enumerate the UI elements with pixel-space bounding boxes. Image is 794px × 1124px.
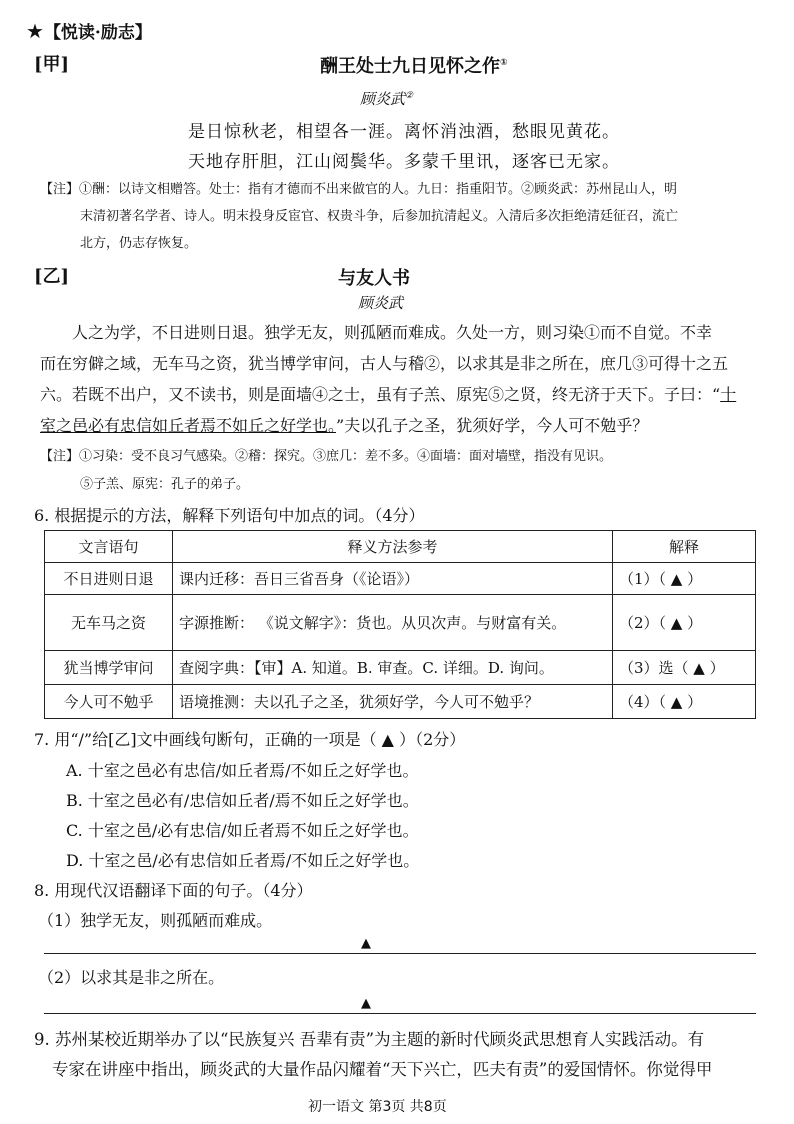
method-cell: 查阅字典：【审】A. 知道。B. 审查。C. 详细。D. 询问。 <box>173 651 613 685</box>
q8-stem: 8. 用现代汉语翻译下面的句子。（4分） <box>34 881 313 900</box>
letter-underline-start: 十 <box>720 385 737 404</box>
answer-marker-icon: ▲ <box>361 996 371 1011</box>
q7-option-a[interactable]: A. 十室之邑必有忠信/如丘者焉/不如丘之好学也。 <box>66 761 419 780</box>
letter-line-4-rest: ”夫以孔子之圣，犹须好学，今人可不勉乎？ <box>336 416 649 435</box>
answer-line-1[interactable] <box>44 953 756 954</box>
poem-author-note: ② <box>405 91 414 101</box>
table-row <box>45 563 756 595</box>
answer-cell[interactable]: （1）（ ▲ ） <box>613 563 756 595</box>
letter-underlined-sentence: 室之邑必有忠信如丘者焉不如丘之好学也。 <box>40 416 337 435</box>
poem-note-1: 【注】①酬：以诗文相赠答。处士：指有才德而不出来做官的人。九日：指重阳节。②顾炎武：苏州昆山人，明 <box>40 182 678 197</box>
letter-author: 顾炎武 <box>358 294 404 312</box>
method-cell: 字源推断： 《说文解字》：货也。从贝次声。与财富有关。 <box>173 595 613 651</box>
q9-line-2: 专家在讲座中指出，顾炎武的大量作品闪耀着“天下兴亡，匹夫有责”的爱国情怀。你觉得甲 <box>52 1060 713 1079</box>
poem-tag: [甲] <box>34 54 70 75</box>
q6-table <box>44 530 756 719</box>
letter-title: 与友人书 <box>338 268 410 289</box>
sentence-cell: 不日进则日退 <box>45 563 173 595</box>
poem-line-1: 是日惊秋老，相望各一涯。离怀消浊酒，愁眼见黄花。 <box>188 122 620 142</box>
answer-marker-icon: ▲ <box>361 936 371 951</box>
letter-tag: [乙] <box>34 266 70 287</box>
q7-option-b[interactable]: B. 十室之邑必有/忠信如丘者/焉不如丘之好学也。 <box>66 791 419 810</box>
letter-line-1: 人之为学，不日进则日退。独学无友，则孤陋而难成。久处一方，则习染①而不自觉。不幸 <box>72 323 713 342</box>
method-cell: 课内迁移：吾日三省吾身（《论语》） <box>173 563 613 595</box>
q7-option-d[interactable]: D. 十室之邑/必有忠信如丘者焉/不如丘之好学也。 <box>66 851 420 870</box>
letter-note-1: 【注】①习染：受不良习气感染。②稽：探究。③庶几：差不多。④面墙：面对墙壁，指没有见识。 <box>40 449 613 464</box>
table-row <box>45 685 756 719</box>
letter-line-3 <box>40 380 736 410</box>
letter-line-4 <box>40 411 648 441</box>
sentence-cell: 犹当博学审问 <box>45 651 173 685</box>
letter-line-3-text: 六。若既不出户，又不读书，则是面墙④之士，虽有子羔、原宪⑤之贤，终无济于天下。子曰：“ <box>40 385 721 404</box>
method-cell: 语境推测：夫以孔子之圣，犹须好学，今人可不勉乎？ <box>173 685 613 719</box>
answer-cell[interactable]: （2）（ ▲ ） <box>613 595 756 651</box>
star-icon: ★ <box>26 19 44 43</box>
answer-line-2[interactable] <box>44 1013 756 1014</box>
poem-author <box>360 88 413 109</box>
q8-item-1: （1）独学无友，则孤陋而难成。 <box>38 911 273 930</box>
q9-line-1: 9. 苏州某校近期举办了以“民族复兴 吾辈有责”为主题的新时代顾炎武思想育人实践活动。有 <box>34 1030 705 1049</box>
poem-line-2: 天地存肝胆，江山阅鬓华。多蒙千里讯，逐客已无家。 <box>188 152 620 172</box>
answer-cell[interactable]: （3）选（ ▲ ） <box>613 651 756 685</box>
sentence-cell: 今人可不勉乎 <box>45 685 173 719</box>
section-header <box>26 18 152 43</box>
poem-author-text: 顾炎武 <box>360 90 406 108</box>
q7-option-c[interactable]: C. 十室之邑/必有忠信/如丘者焉不如丘之好学也。 <box>66 821 419 840</box>
q7-stem: 7. 用“/”给[乙]文中画线句断句，正确的一项是（ ▲ ）（2分） <box>34 730 466 749</box>
poem-note-2: 末清初著名学者、诗人。明末投身反宦官、权贵斗争，后参加抗清起义。入清后多次拒绝清廷征召，流亡 <box>80 209 679 224</box>
poem-note-3: 北方，仍志存恢复。 <box>80 236 198 251</box>
table-header-cell: 解释 <box>613 531 756 563</box>
table-header-row <box>45 531 756 563</box>
answer-cell[interactable]: （4）（ ▲ ） <box>613 685 756 719</box>
letter-line-2: 而在穷僻之域，无车马之资，犹当博学审问，古人与稽②，以求其是非之所在，庶几③可得十之五 <box>40 354 729 373</box>
q6-stem: 6. 根据提示的方法，解释下列语句中加点的词。（4分） <box>34 506 425 525</box>
table-header-cell: 释义方法参考 <box>173 531 613 563</box>
table-header-cell: 文言语句 <box>45 531 173 563</box>
table-row <box>45 595 756 651</box>
letter-note-2: ⑤子羔、原宪：孔子的弟子。 <box>80 477 250 492</box>
section-label: 【悦读·励志】 <box>43 23 152 43</box>
table-row <box>45 651 756 685</box>
sentence-cell: 无车马之资 <box>45 595 173 651</box>
poem-title-text: 酬王处士九日见怀之作 <box>320 56 500 77</box>
poem-title <box>320 52 508 78</box>
page-footer: 初一语文 第3页 共8页 <box>308 1099 447 1115</box>
poem-title-note: ① <box>500 58 508 68</box>
q8-item-2: （2）以求其是非之所在。 <box>38 968 225 987</box>
